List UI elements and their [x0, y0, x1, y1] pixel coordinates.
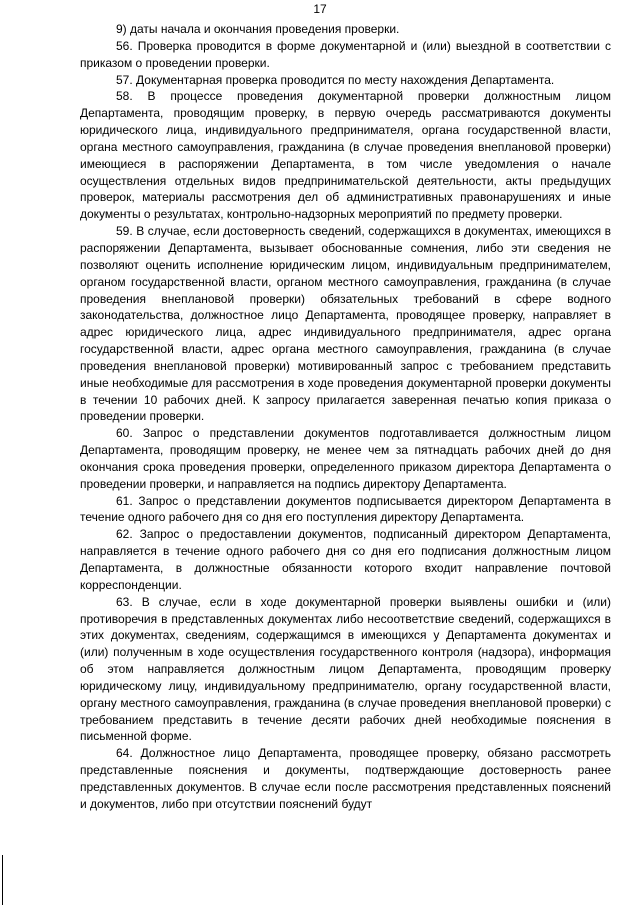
document-body: [80, 21, 611, 813]
paragraph-60: 60. Запрос о представлении документов подготавливается должностным лицом Департамента, проводящим проверку, не менее чем за пятнадцать рабочих дней до дня окончания срока проведения проверки, определенного приказом директора Департамента о проведении проверки, и направляется на подпись директору Департамента.: [80, 426, 611, 491]
paragraph-item-9: 9) даты начала и окончания проведения проверки.: [116, 22, 400, 36]
paragraph-63: 63. В случае, если в ходе документарной проверки выявлены ошибки и (или) противоречия в представленных документах либо несоответствие сведений, содержащихся в этих документах, сведениям, содержащимся в имеющихся у Департамента документах и (или) полученным в ходе осуществления государственного контроля (надзора), информация об этом направляется должностным лицом Департамента, проводящим проверку юридическому лицу, индивидуальному предпринимателю, органу государственной власти, органу местного самоуправления, гражданина (в случае проведения внеплановой проверки) с требованием представить в течение десяти рабочих дней необходимые пояснения в письменной форме.: [80, 594, 611, 744]
paragraph-57: 57. Документарная проверка проводится по месту нахождения Департамента.: [116, 72, 555, 87]
paragraph-62: 62. Запрос о предоставлении документов, подписанный директором Департамента, направляется в течение одного рабочего дня со дня его подписания должностным лицом Департамента, в должностные обязанности которого входит направление почтовой корреспонденции.: [80, 527, 611, 592]
paragraph-59: 59. В случае, если достоверность сведений, содержащихся в документах, имеющихся в распоряжении Департамента, вызывает обоснованные сомнения, либо эти сведения не позволяют оценить исполнение юридическим лицом, индивидуальным предпринимателем, органом государственной власти, органом местного самоуправления, гражданина (в случае проведения внеплановой проверки) обязательных требований в сфере водного законодательства, должностное лицо Департамента, проводящее проверку, направляет в адрес юридического лица, адрес индивидуального предпринимателя, адрес органа государственной власти, адрес органа местного самоуправления, гражданина (в случае проведения внеплановой проверки) мотивированный запрос с требованием представить иные необходимые для рассмотрения в ходе проведения документарной проверки документы в течении 10 рабочих дней. К запросу прилагается заверенная печатью копия приказа о проведении проверки.: [80, 224, 611, 424]
paragraph-64: 64. Должностное лицо Департамента, проводящее проверку, обязано рассмотреть представленные пояснения и документы, подтверждающие достоверность ранее представленных документов. В случае если после рассмотрения представленных пояснений и документов, либо при отсутствии пояснений будут: [80, 746, 611, 811]
paragraph-58: 58. В процессе проведения документарной проверки должностным лицом Департамента, проводящим проверку, в первую очередь рассматриваются документы юридического лица, индивидуального предпринимателя, органа государственной власти, органа местного самоуправления, гражданина (в случае проведения внеплановой проверки) имеющиеся в распоряжении Департамента, в том числе уведомления о начале осуществления отдельных видов предпринимательской деятельности, акты предыдущих проверок, материалы рассмотрения дел об административных правонарушениях и иные документы о результатах, контрольно-надзорных мероприятий по предмету проверки.: [80, 89, 611, 222]
paragraph-56: 56. Проверка проводится в форме документарной и (или) выездной в соответствии с приказом о проведении проверки.: [80, 38, 611, 70]
paragraph-61: 61. Запрос о представлении документов подписывается директором Департамента в течение одного рабочего дня со дня его поступления директору Департамента.: [80, 493, 611, 525]
page-edge-line: [2, 855, 3, 905]
page-number: 17: [313, 2, 327, 16]
